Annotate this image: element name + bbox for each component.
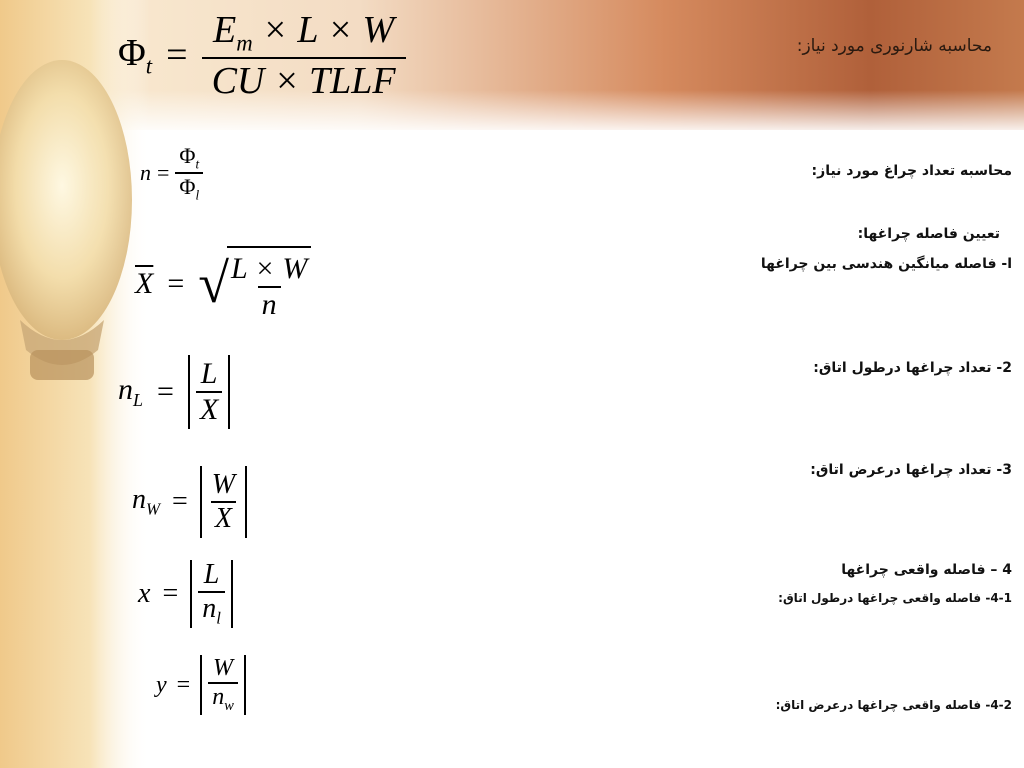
item-mean-spacing: ا- فاصله میانگین هندسی بین چراغها — [760, 256, 1012, 272]
lamp-count-label: محاسبه تعداد چراغ مورد نیاز: — [811, 163, 1012, 179]
formula-n-length: $n_L$ = $\frac{L}{X}$ — [118, 355, 230, 429]
flux-fraction: $\frac{E_m \times L \times W}{\text{CU × TLLF}}$ — [202, 8, 406, 103]
formula-n-width: $n_W$ = $\frac{W}{X}$ — [132, 466, 247, 538]
formula-mean-spacing: $\overline{X}$ = √ $\frac{L \times W}{n}$ — [135, 246, 311, 322]
formula-y-actual: y = $\frac{W}{n_w}$ — [156, 655, 246, 715]
formula-lamp-count: n = $\frac{\Phi_t}{\Phi_l}$ — [140, 143, 203, 204]
item-length-count: 2- تعداد چراغها درطول اتاق: — [813, 360, 1012, 376]
formula-flux: $\Phi_t$ = $\frac{E_m \times L \times W}{\text{CU × TLLF}}$ — [118, 8, 406, 103]
item-actual-spacing-width: 4-2- فاصله واقعی چراغها درعرض اتاق: — [775, 698, 1012, 712]
item-actual-spacing: 4 – فاصله واقعی چراغها — [841, 562, 1012, 578]
item-width-count: 3- تعداد چراغها درعرض اتاق: — [810, 462, 1012, 478]
item-actual-spacing-length: 4-1- فاصله واقعی چراغها درطول اتاق: — [778, 591, 1012, 605]
spacing-title: تعیین فاصله چراغها: — [857, 226, 1000, 242]
formula-x-actual: x = $\frac{L}{n_l}$ — [138, 560, 233, 628]
flux-lhs: $\Phi_t$ — [118, 32, 153, 79]
slide-heading: محاسبه شارنوری مورد نیاز: — [796, 36, 992, 56]
